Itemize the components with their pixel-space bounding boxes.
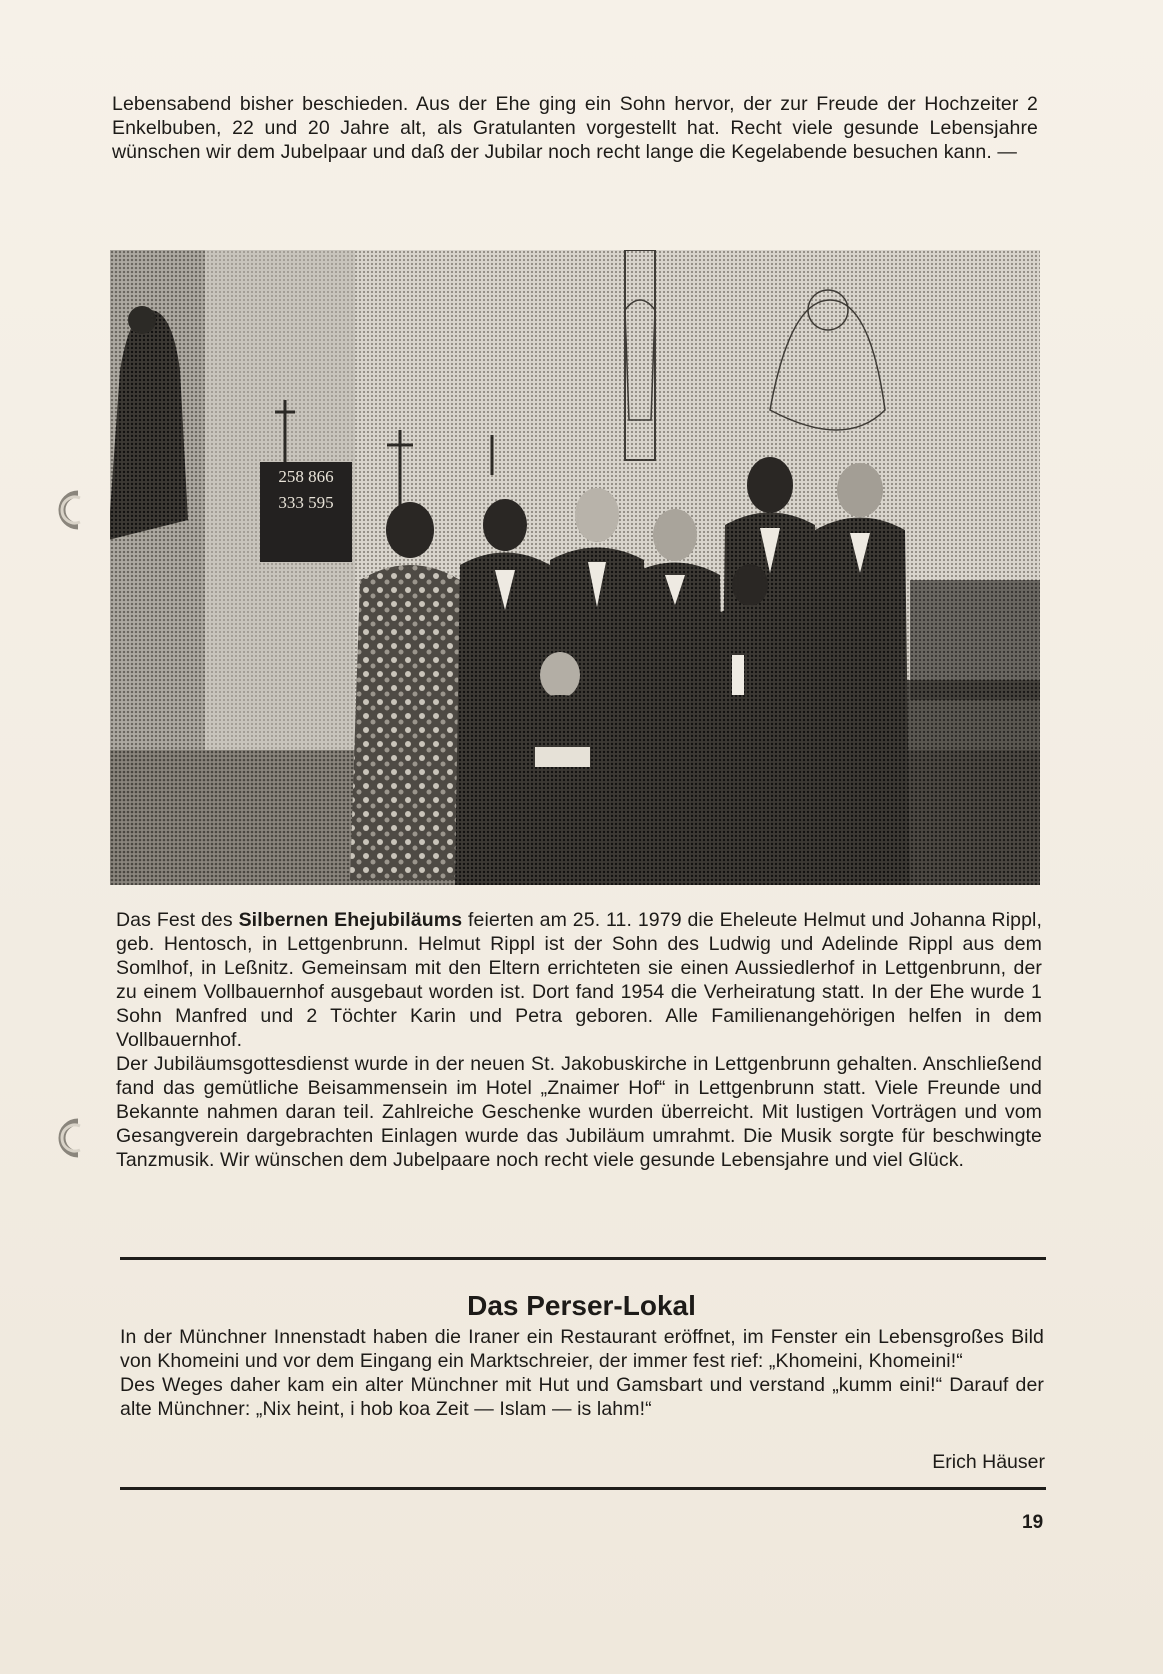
top-divider	[120, 1257, 1046, 1260]
intro-paragraph-text: Lebensabend bisher beschieden. Aus der Ehe ging ein Sohn hervor, der zur Freude der Hochzeiter 2 Enkelbuben, 22 und 20 Jahre alt, als Gratulanten vorgestellt hat. Recht viele gesunde Lebensjahre wünschen wir dem Jubelpaar und daß der Jubilar noch recht lange die Kegelabende besuchen kann. —	[112, 93, 1038, 163]
group-photo	[110, 250, 1040, 885]
photo-caption	[116, 908, 1042, 1172]
story-title: Das Perser-Lokal	[467, 1290, 696, 1321]
hymn-board-line-2: 333 595	[278, 493, 334, 512]
bottom-divider	[120, 1487, 1046, 1490]
punch-hole-upper	[48, 488, 88, 532]
church-group-photograph	[110, 250, 1040, 885]
caption-paragraph-2: Der Jubiläumsgottesdienst wurde in der neuen St. Jakobuskirche in Lettgenbrunn gehalten. Anschließend fand das gemütliche Beisammensein im Hotel „Znaimer Hof“ in Lettgenbrunn statt. Viele Freunde und Bekannte nahmen daran teil. Zahlreiche Geschenke wurden überreicht. Mit lustigen Vorträgen und vom Gesangverein dargebrachten Einlagen wurde das Jubiläum umrahmt. Die Musik sorgte für beschwingte Tanzmusik. Wir wünschen dem Jubelpaare noch recht viele gesunde Lebensjahre und viel Glück.	[116, 1053, 1042, 1171]
hymn-board-line-1: 258 866	[278, 467, 334, 486]
punch-hole-lower	[48, 1116, 88, 1160]
story-paragraph-2: Des Weges daher kam ein alter Münchner mit Hut und Gamsbart und verstand „kumm eini!“ Darauf der alte Münchner: „Nix heint, i hob koa Zeit — Islam — is lahm!“	[120, 1374, 1044, 1420]
caption-rest: feierten am 25. 11. 1979 die Eheleute Helmut und Johanna Rippl, geb. Hentosch, in Lettgenbrunn. Helmut Rippl ist der Sohn des Ludwig und Adelinde Rippl aus dem Somlhof, in Leßnitz. Gemeinsam mit den Eltern errichteten sie einen Aussiedlerhof in Lettgenbrunn, der zu einem Vollbauernhof ausgebaut worden ist. Dort fand 1954 die Verheiratung statt. In der Ehe wurde 1 Sohn Manfred und 2 Töchter Karin und Petra geboren. Alle Familienangehörigen helfen in dem Vollbauernhof.	[116, 909, 1042, 1051]
story-paragraph-1: In der Münchner Innenstadt haben die Iraner ein Restaurant eröffnet, im Fenster ein Lebensgroßes Bild von Khomeini und vor dem Eingang ein Marktschreier, der immer fest rief: „Khomeini, Khomeini!“	[120, 1326, 1044, 1372]
page-number: 19	[1022, 1512, 1044, 1533]
caption-bold-title: Silbernen Ehejubiläums	[238, 909, 463, 931]
caption-paragraph-1	[116, 908, 1042, 1052]
caption-intro: Das Fest des	[116, 909, 239, 931]
story-author: Erich Häuser	[932, 1451, 1045, 1473]
intro-paragraph	[112, 92, 1038, 164]
story-body	[120, 1325, 1044, 1421]
